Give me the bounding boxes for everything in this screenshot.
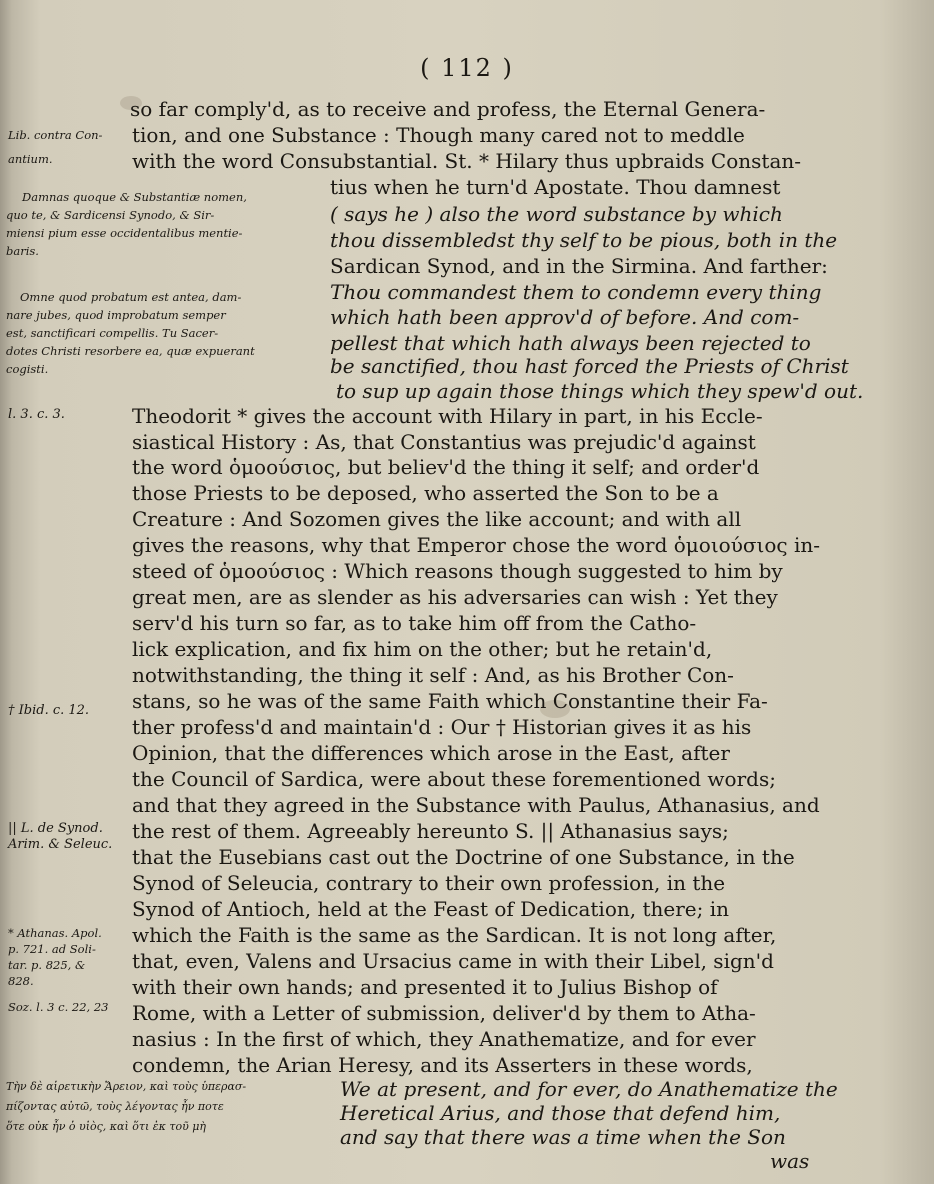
text-line: those Priests to be deposed, who asserted the Son to be a bbox=[132, 481, 719, 505]
margin-note: Lib. contra Con- bbox=[8, 128, 103, 142]
margin-note: Soz. l. 3 c. 22, 23 bbox=[8, 1000, 109, 1014]
text-line: the rest of them. Agreeably hereunto S. || Athanasius says; bbox=[132, 819, 729, 843]
text-line: ( says he ) also the word substance by which bbox=[330, 202, 783, 226]
text-line: lick explication, and fix him on the other; but he retain'd, bbox=[132, 637, 713, 661]
margin-note: 828. bbox=[8, 974, 34, 988]
text-line: serv'd his turn so far, as to take him off from the Catho- bbox=[132, 611, 697, 635]
text-line: Synod of Antioch, held at the Feast of Dedication, there; in bbox=[132, 897, 729, 921]
text-line: which hath been approv'd of before. And com- bbox=[330, 305, 800, 329]
text-line: that the Eusebians cast out the Doctrine of one Substance, in the bbox=[132, 845, 795, 869]
text-line: gives the reasons, why that Emperor chose the word ὁμοιούσιος in- bbox=[132, 533, 820, 557]
text-line: and say that there was a time when the Son bbox=[340, 1125, 786, 1149]
margin-note: p. 721. ad Soli- bbox=[8, 942, 96, 956]
margin-note: tar. p. 825, & bbox=[8, 958, 86, 972]
text-line: steed of ὁμοούσιος : Which reasons though suggested to him by bbox=[132, 559, 783, 583]
latin-quote-line: est, sanctificari compellis. Tu Sacer- bbox=[6, 326, 219, 340]
text-line: the Council of Sardica, were about these forementioned words; bbox=[132, 767, 776, 791]
catchword: was bbox=[770, 1149, 810, 1173]
text-line: nasius : In the first of which, they Anathematize, and for ever bbox=[132, 1027, 756, 1051]
text-line: Theodorit * gives the account with Hilary in part, in his Eccle- bbox=[132, 404, 763, 428]
page-number: ( 112 ) bbox=[420, 54, 514, 82]
text-line: condemn, the Arian Heresy, and its Asserters in these words, bbox=[132, 1053, 753, 1077]
text-line: Opinion, that the differences which arose in the East, after bbox=[132, 741, 730, 765]
latin-quote-line: miensi pium esse occidentalibus mentie- bbox=[6, 226, 243, 240]
latin-quote-line: Omne quod probatum est antea, dam- bbox=[20, 290, 242, 304]
latin-quote-line: quo te, & Sardicensi Synodo, & Sir- bbox=[6, 208, 215, 222]
latin-quote-line: dotes Christi resorbere ea, quæ expuerant bbox=[6, 344, 255, 358]
text-line: the word ὁμοούσιος, but believ'd the thing it self; and order'd bbox=[132, 455, 760, 479]
text-line: ther profess'd and maintain'd : Our † Historian gives it as his bbox=[132, 715, 752, 739]
margin-note: Arim. & Seleuc. bbox=[8, 837, 113, 852]
text-line: great men, are as slender as his adversaries can wish : Yet they bbox=[132, 585, 778, 609]
margin-note: || L. de Synod. bbox=[8, 821, 103, 836]
greek-quote-line: Τὴν δὲ αἱρετικὴν Ἄρειον, καὶ τοὺς ὑπερασ- bbox=[6, 1080, 247, 1093]
text-line: We at present, and for ever, do Anathematize the bbox=[340, 1077, 838, 1101]
margin-note: l. 3. c. 3. bbox=[8, 407, 65, 422]
text-line: so far comply'd, as to receive and profess, the Eternal Genera- bbox=[130, 97, 766, 121]
latin-quote-line: baris. bbox=[6, 244, 39, 258]
text-line: which the Faith is the same as the Sardican. It is not long after, bbox=[132, 923, 777, 947]
text-line: Thou commandest them to condemn every thing bbox=[330, 280, 822, 304]
text-line: stans, so he was of the same Faith which Constantine their Fa- bbox=[132, 689, 768, 713]
greek-quote-line: ὅτε οὐκ ἦν ὁ υἱὸς, καὶ ὅτι ἐκ τοῦ μὴ bbox=[6, 1120, 207, 1133]
text-line: be sanctified, thou hast forced the Priests of Christ bbox=[330, 354, 849, 378]
text-line: with their own hands; and presented it to Julius Bishop of bbox=[132, 975, 718, 999]
text-line: notwithstanding, the thing it self : And, as his Brother Con- bbox=[132, 663, 734, 687]
text-line: Rome, with a Letter of submission, deliver'd by them to Atha- bbox=[132, 1001, 756, 1025]
margin-note: * Athanas. Apol. bbox=[8, 926, 102, 940]
text-line: Heretical Arius, and those that defend him, bbox=[340, 1101, 781, 1125]
latin-quote-line: Damnas quoque & Substantiæ nomen, bbox=[22, 190, 247, 204]
text-line: to sup up again those things which they spew'd out. bbox=[336, 379, 864, 403]
text-line: Synod of Seleucia, contrary to their own profession, in the bbox=[132, 871, 726, 895]
text-line: tius when he turn'd Apostate. Thou damnest bbox=[330, 175, 781, 199]
margin-note: antium. bbox=[8, 152, 53, 166]
text-line: with the word Consubstantial. St. * Hilary thus upbraids Constan- bbox=[132, 149, 802, 173]
latin-quote-line: nare jubes, quod improbatum semper bbox=[6, 308, 226, 322]
text-line: tion, and one Substance : Though many cared not to meddle bbox=[132, 123, 745, 147]
text-line: thou dissembledst thy self to be pious, both in the bbox=[330, 228, 838, 252]
text-line: and that they agreed in the Substance with Paulus, Athanasius, and bbox=[132, 793, 820, 817]
text-line: siastical History : As, that Constantius was prejudic'd against bbox=[132, 430, 756, 454]
margin-note: † Ibid. c. 12. bbox=[8, 703, 90, 718]
latin-quote-line: cogisti. bbox=[6, 362, 49, 376]
text-line: Creature : And Sozomen gives the like account; and with all bbox=[132, 507, 742, 531]
text-line: pellest that which hath always been rejected to bbox=[330, 331, 811, 355]
text-line: that, even, Valens and Ursacius came in with their Libel, sign'd bbox=[132, 949, 774, 973]
greek-quote-line: πίζοντας αὐτῶ, τοὺς λέγοντας ἦν ποτε bbox=[6, 1100, 224, 1113]
text-line: Sardican Synod, and in the Sirmina. And farther: bbox=[330, 254, 828, 278]
